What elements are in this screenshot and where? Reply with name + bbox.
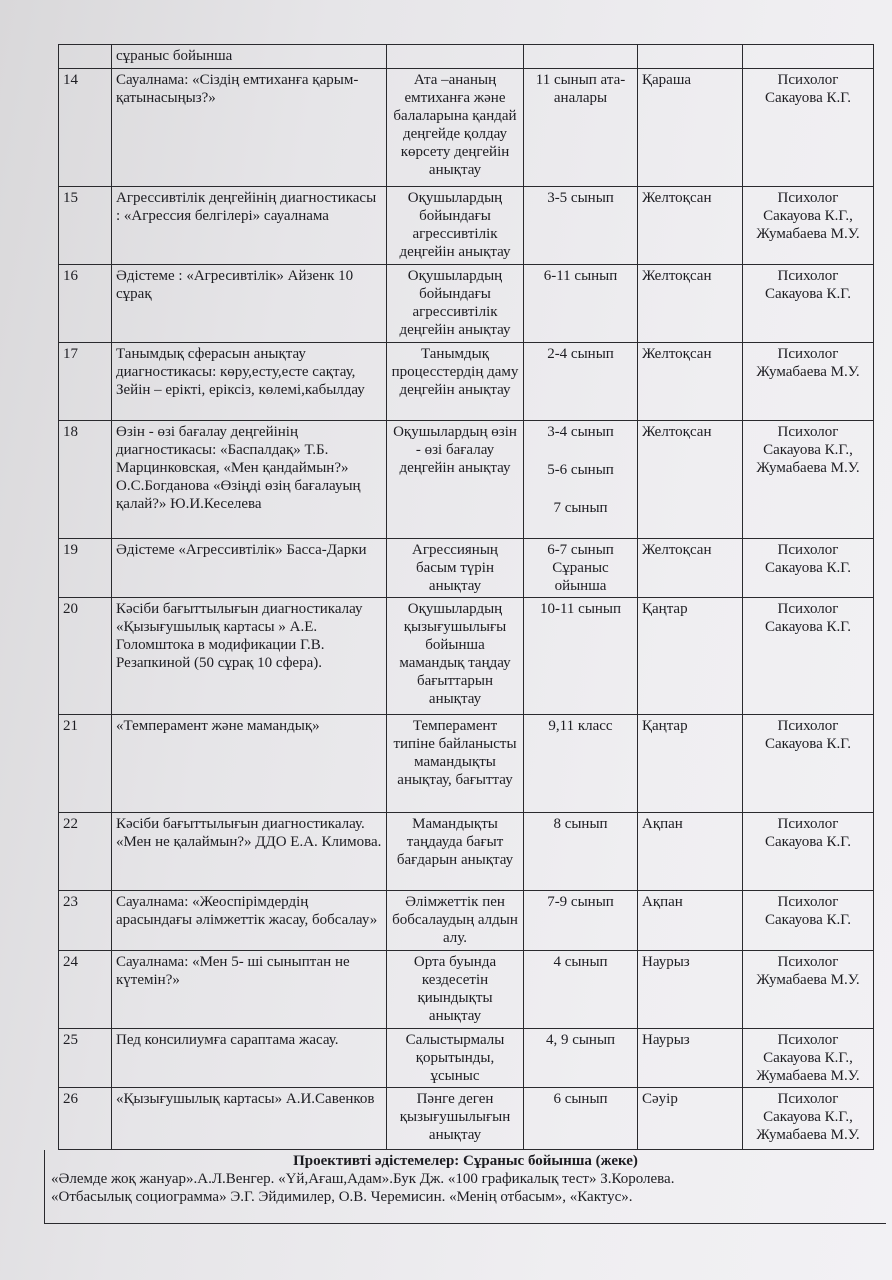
cell-responsible: Психолог Жумабаева М.У. <box>743 951 874 1029</box>
group-text: 4 сынып <box>553 954 608 970</box>
cell-responsible: Психолог Сакауова К.Г., Жумабаева М.У. <box>743 1029 874 1088</box>
cell-goal: Ата –ананың емтиханға және балаларына қандай деңгейде қолдау көрсету деңгейін анықтау <box>387 69 524 187</box>
table-row <box>59 951 874 1029</box>
cell-goal: Мамандықты таңдауда бағыт бағдарын анықтау <box>387 813 524 891</box>
cell-month: Наурыз <box>638 951 743 1029</box>
cell-group <box>524 539 638 598</box>
cell-num: 16 <box>59 265 112 343</box>
cell-num: 14 <box>59 69 112 187</box>
cell-goal <box>387 45 524 69</box>
cell-topic: Кәсіби бағыттылығын диагностикалау «Қызығушылық картасы » А.Е. Голомштока в модификации Г.В. Резапкиной (50 сұрақ 10 сфера). <box>112 598 387 715</box>
cell-goal: Оқушылардың бойындағы агрессивтілік деңгейін анықтау <box>387 187 524 265</box>
group-text: 6 сынып <box>553 1091 608 1107</box>
cell-goal: Танымдық процесстердің даму деңгейін анықтау <box>387 343 524 421</box>
group-text: 6-11 сынып <box>543 268 618 284</box>
cell-group <box>524 1029 638 1088</box>
cell-num: 20 <box>59 598 112 715</box>
cell-responsible: Психолог Жумабаева М.У. <box>743 343 874 421</box>
cell-topic: Сауалнама: «Сіздің емтиханға қарым-қатынасыңыз?» <box>112 69 387 187</box>
cell-responsible: Психолог Сакауова К.Г. <box>743 69 874 187</box>
cell-num: 22 <box>59 813 112 891</box>
table-row <box>59 1088 874 1150</box>
cell-num: 24 <box>59 951 112 1029</box>
cell-responsible: Психолог Сакауова К.Г., Жумабаева М.У. <box>743 1088 874 1150</box>
spacer <box>528 441 633 461</box>
cell-goal: Оқушылардың бойындағы агрессивтілік деңгейін анықтау <box>387 265 524 343</box>
cell-goal: Пәнге деген қызығушылығын анықтау <box>387 1088 524 1150</box>
cell-topic: Әдістеме : «Агресивтілік» Айзенк 10 сұрақ <box>112 265 387 343</box>
cell-month: Қаңтар <box>638 715 743 813</box>
cell-month: Ақпан <box>638 813 743 891</box>
cell-topic: Пед консилиумға сараптама жасау. <box>112 1029 387 1088</box>
cell-responsible: Психолог Сакауова К.Г. <box>743 813 874 891</box>
cell-topic: Сауалнама: «Мен 5- ші сыныптан не күтемін?» <box>112 951 387 1029</box>
group-text: 7-9 сынып <box>547 894 614 910</box>
cell-group <box>524 265 638 343</box>
footer-title: Проективті әдістемелер: Сұраныс бойынша (жеке) <box>293 1153 638 1169</box>
table-row <box>59 539 874 598</box>
cell-month: Қаңтар <box>638 598 743 715</box>
group-text: 3-4 сынып <box>547 424 614 440</box>
cell-group <box>524 813 638 891</box>
cell-responsible: Психолог Сакауова К.Г. <box>743 265 874 343</box>
table-row-continued <box>59 45 874 69</box>
group-text: 6-7 сынып <box>547 542 614 558</box>
cell-group <box>524 891 638 951</box>
cell-group <box>524 1088 638 1150</box>
table-row <box>59 1029 874 1088</box>
footer-line: «Отбасылық социограмма» Э.Г. Эйдимилер, О.В. Черемисин. «Менің отбасым», «Кактус». <box>51 1189 633 1205</box>
table-row <box>59 187 874 265</box>
activity-plan-table <box>58 44 874 1150</box>
projective-methods-note <box>44 1150 886 1224</box>
table-row <box>59 343 874 421</box>
group-text: 4, 9 сынып <box>545 1032 616 1048</box>
cell-responsible: Психолог Сакауова К.Г. <box>743 715 874 813</box>
cell-responsible: Психолог Сакауова К.Г. <box>743 598 874 715</box>
cell-month: Сәуір <box>638 1088 743 1150</box>
group-text: 9,11 класс <box>548 718 613 734</box>
cell-num <box>59 45 112 69</box>
cell-responsible: Психолог Сакауова К.Г. <box>743 539 874 598</box>
document-page <box>44 44 886 1224</box>
cell-topic: сұраныс бойынша <box>112 45 387 69</box>
cell-goal: Оқушылардың қызығушылығы бойынша мамандық таңдау бағыттарын анықтау <box>387 598 524 715</box>
cell-month: Ақпан <box>638 891 743 951</box>
cell-num: 19 <box>59 539 112 598</box>
cell-topic: «Қызығушылық картасы» А.И.Савенков <box>112 1088 387 1150</box>
cell-group <box>524 421 638 539</box>
cell-responsible: Психолог Сакауова К.Г., Жумабаева М.У. <box>743 187 874 265</box>
cell-group <box>524 45 638 69</box>
cell-topic: Агрессивтілік деңгейінің диагностикасы : «Агрессия белгілері» сауалнама <box>112 187 387 265</box>
group-text: 3-5 сынып <box>547 190 614 206</box>
cell-goal: Агрессияның басым түрін анықтау <box>387 539 524 598</box>
table-row <box>59 813 874 891</box>
cell-num: 25 <box>59 1029 112 1088</box>
table-row <box>59 421 874 539</box>
cell-topic: Өзін - өзі бағалау деңгейінің диагностикасы: «Баспалдақ» Т.Б. Марцинковская, «Мен қандаймын?» О.С.Богданова «Өзіңді өзің бағалауың қалай?» Ю.И.Кеселева <box>112 421 387 539</box>
cell-month: Желтоқсан <box>638 187 743 265</box>
cell-topic: Әдістеме «Агрессивтілік» Басса-Дарки <box>112 539 387 598</box>
group-text: 5-6 сынып <box>547 462 614 478</box>
cell-num: 26 <box>59 1088 112 1150</box>
cell-topic: Сауалнама: «Жеоспірімдердің арасындағы әлімжеттік жасау, бобсалау» <box>112 891 387 951</box>
group-text: 2-4 сынып <box>547 346 614 362</box>
cell-month: Наурыз <box>638 1029 743 1088</box>
group-text: 10-11 сынып <box>539 601 622 617</box>
cell-num: 17 <box>59 343 112 421</box>
group-text: 7 сынып <box>553 500 608 516</box>
table-row <box>59 891 874 951</box>
cell-group <box>524 951 638 1029</box>
cell-group <box>524 598 638 715</box>
cell-responsible: Психолог Сакауова К.Г. <box>743 891 874 951</box>
cell-group <box>524 69 638 187</box>
table-row <box>59 598 874 715</box>
footer-line: «Әлемде жоқ жануар».А.Л.Венгер. «Үй,Ағаш,Адам».Бук Дж. «100 графикалық тест» З.Королева. <box>51 1171 675 1187</box>
cell-num: 15 <box>59 187 112 265</box>
group-text: 11 сынып ата-аналары <box>535 72 626 106</box>
cell-topic: Кәсіби бағыттылығын диагностикалау. «Мен не қалаймын?» ДДО Е.А. Климова. <box>112 813 387 891</box>
cell-month: Желтоқсан <box>638 539 743 598</box>
cell-group <box>524 187 638 265</box>
cell-responsible <box>743 45 874 69</box>
cell-num: 21 <box>59 715 112 813</box>
spacer <box>528 479 633 499</box>
cell-goal: Салыстырмалы қорытынды, ұсыныс <box>387 1029 524 1088</box>
cell-month: Желтоқсан <box>638 343 743 421</box>
group-text: 8 сынып <box>553 816 608 832</box>
cell-responsible: Психолог Сакауова К.Г., Жумабаева М.У. <box>743 421 874 539</box>
table-row <box>59 69 874 187</box>
cell-group <box>524 343 638 421</box>
cell-num: 23 <box>59 891 112 951</box>
group-text: Сұраныс ойынша <box>552 560 609 594</box>
cell-goal: Әлімжеттік пен бобсалаудың алдын алу. <box>387 891 524 951</box>
cell-month <box>638 45 743 69</box>
cell-group <box>524 715 638 813</box>
cell-month: Желтоқсан <box>638 265 743 343</box>
cell-topic: «Темперамент және мамандық» <box>112 715 387 813</box>
cell-goal: Темперамент типіне байланысты мамандықты анықтау, бағыттау <box>387 715 524 813</box>
cell-num: 18 <box>59 421 112 539</box>
cell-goal: Оқушылардың өзін - өзі бағалау деңгейін анықтау <box>387 421 524 539</box>
table-row <box>59 265 874 343</box>
cell-month: Қараша <box>638 69 743 187</box>
cell-topic: Танымдық сферасын анықтау диагностикасы: көру,есту,есте сақтау, Зейін – ерікті, еріксіз, көлемі,кабылдау <box>112 343 387 421</box>
cell-month: Желтоқсан <box>638 421 743 539</box>
cell-goal: Орта буында кездесетін қиындықты анықтау <box>387 951 524 1029</box>
table-row <box>59 715 874 813</box>
